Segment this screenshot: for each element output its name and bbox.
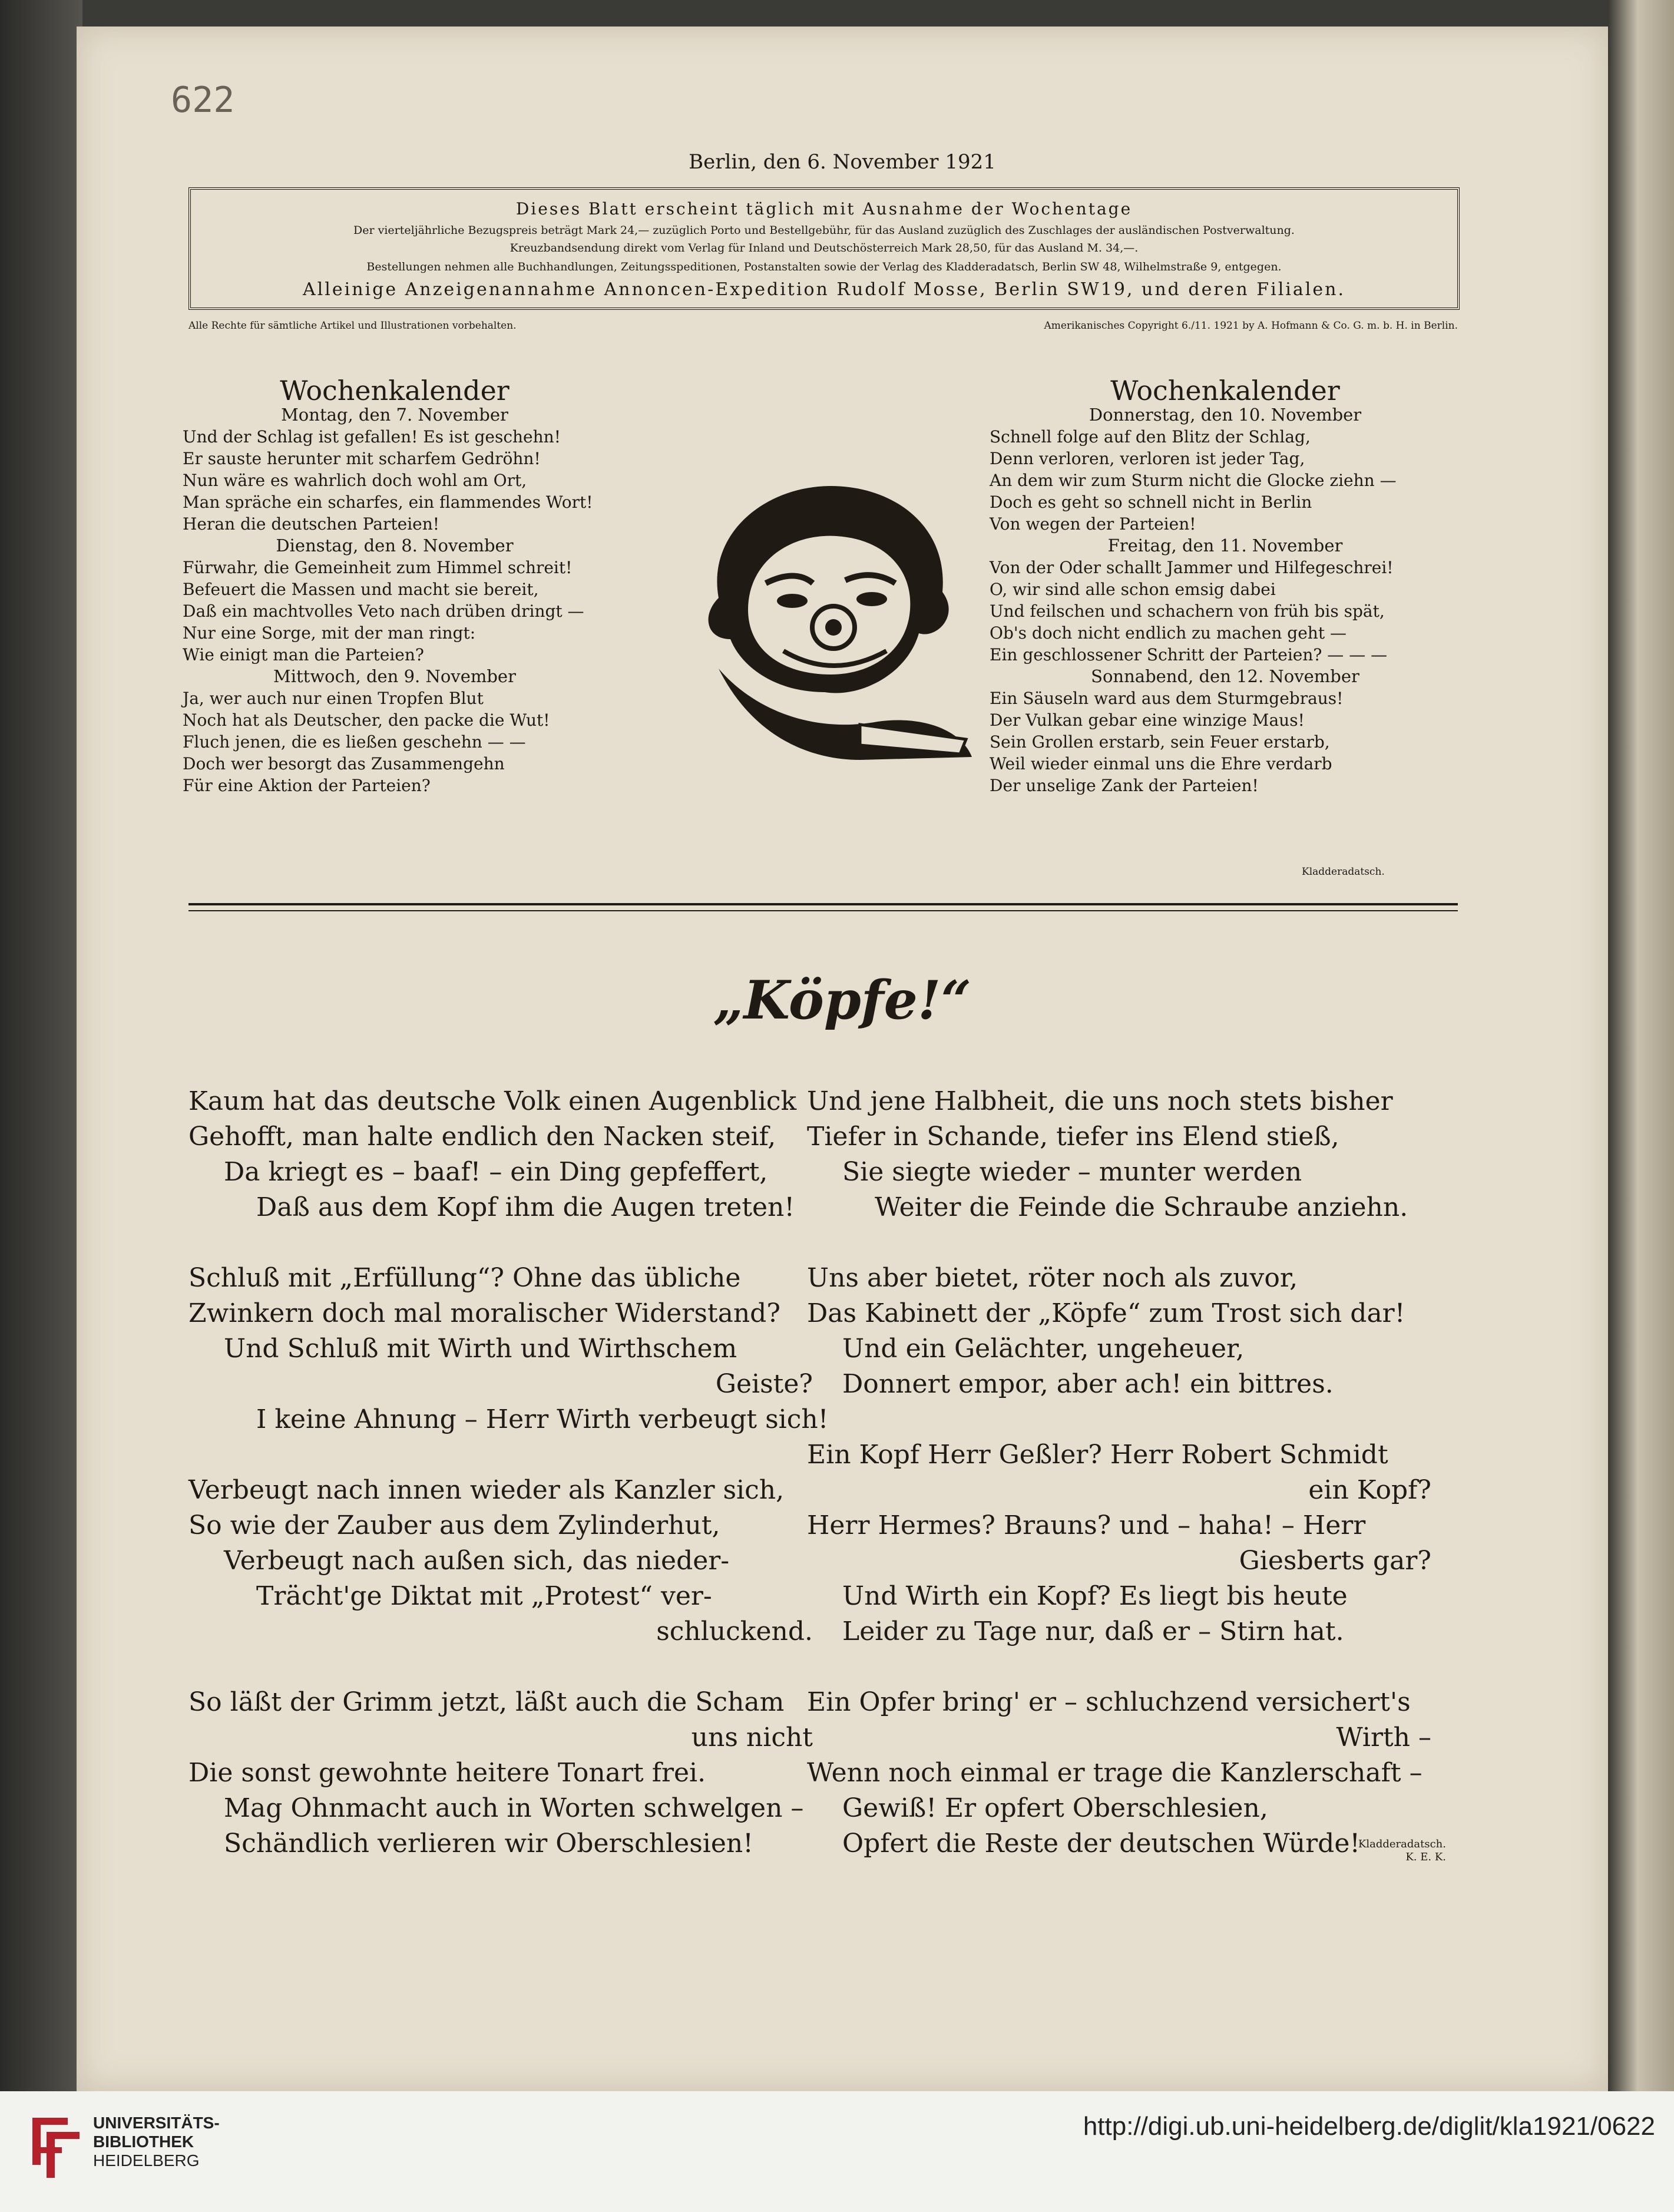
verse-line: Für eine Aktion der Parteien? [183, 776, 431, 795]
calendar-title: Wochenkalender [280, 375, 510, 406]
signature-line: Kladderadatsch. [1358, 1838, 1446, 1850]
verse-line: Er sauste herunter mit scharfem Gedröhn! [183, 449, 541, 468]
library-name [93, 2114, 220, 2170]
poem-line: Verbeugt nach außen sich, das nieder- [224, 1546, 730, 1576]
poem-line: So wie der Zauber aus dem Zylinderhut, [188, 1510, 720, 1540]
calendar-day: Donnerstag, den 10. November [1089, 405, 1362, 425]
poem-line: Donnert empor, aber ach! ein bittres. [842, 1369, 1334, 1399]
poem-signature [1305, 1838, 1446, 1864]
poem-line: Tiefer in Schande, tiefer ins Elend stieß, [807, 1122, 1339, 1152]
poem-line: Das Kabinett der „Köpfe“ zum Trost sich dar! [807, 1298, 1405, 1328]
calendar-left [183, 375, 607, 796]
poem-line: I keine Ahnung – Herr Wirth verbeugt sich! [256, 1404, 829, 1434]
calendar-day: Sonnabend, den 12. November [1091, 666, 1359, 686]
verse-line: Und der Schlag ist gefallen! Es ist geschehn! [183, 427, 561, 447]
poem-line: Wenn noch einmal er trage die Kanzlerschaft – [807, 1758, 1422, 1788]
poem-line: Und Schluß mit Wirth und Wirthschem [224, 1334, 737, 1364]
calendar-title: Wochenkalender [1110, 375, 1340, 406]
poem-line: Trächt'ge Diktat mit „Protest“ ver- [256, 1581, 712, 1611]
library-name-line: HEIDELBERG [93, 2151, 200, 2170]
verse-line: Und feilschen und schachern von früh bis spät, [990, 601, 1385, 621]
verse-line: Befeuert die Massen und macht sie bereit, [183, 580, 539, 599]
signature-line: K. E. K. [1405, 1851, 1446, 1863]
poem-line: Die sonst gewohnte heitere Tonart frei. [188, 1758, 706, 1788]
calendar-day: Freitag, den 11. November [1107, 535, 1343, 556]
verse-line: Man spräche ein scharfes, ein flammendes Wort! [183, 492, 593, 512]
verse-line: Wie einigt man die Parteien? [183, 645, 424, 664]
info-line: Der vierteljährliche Bezugspreis beträgt Mark 24,— zuzüglich Porto und Bestellgebühr, für das Ausland zuzüglich des Zuschlages der ausländischen Postverwaltung. [353, 224, 1295, 237]
verse-line: Daß ein machtvolles Veto nach drüben dringt — [183, 601, 584, 621]
verse-line: An dem wir zum Sturm nicht die Glocke ziehn — [990, 471, 1397, 490]
verse-line: Schnell folge auf den Blitz der Schlag, [990, 427, 1311, 447]
calendar-day: Montag, den 7. November [281, 405, 508, 425]
poem-line: schluckend. [656, 1616, 813, 1646]
library-footer [0, 2091, 1674, 2212]
poem-line: Verbeugt nach innen wieder als Kanzler sich, [188, 1475, 785, 1505]
poem-line: Kaum hat das deutsche Volk einen Augenblick [188, 1086, 797, 1116]
verse-line: Weil wieder einmal uns die Ehre verdarb [990, 754, 1332, 773]
divider-rule [188, 903, 1458, 905]
divider-rule [188, 910, 1458, 911]
caricature-illustration [683, 462, 978, 769]
poem-line: Leider zu Tage nur, daß er – Stirn hat. [842, 1616, 1344, 1646]
poem-line: Da kriegt es – baaf! – ein Ding gepfeffert, [224, 1157, 768, 1187]
poem-line: Uns aber bietet, röter noch als zuvor, [807, 1263, 1298, 1293]
verse-line: Fürwahr, die Gemeinheit zum Himmel schreit! [183, 558, 573, 577]
poem-line: Giesberts gar? [1239, 1546, 1431, 1576]
info-title: Dieses Blatt erscheint täglich mit Ausnahme der Wochentage [515, 199, 1133, 219]
calendar-signature: Kladderadatsch. [1302, 866, 1385, 878]
poem-line: Geiste? [715, 1369, 813, 1399]
library-logo-icon [21, 2106, 85, 2183]
poem-line: Schluß mit „Erfüllung“? Ohne das übliche [188, 1263, 741, 1293]
poem-line: Daß aus dem Kopf ihm die Augen treten! [256, 1192, 795, 1222]
verse-line: Der unselige Zank der Parteien! [990, 776, 1259, 795]
page-gutter [0, 0, 82, 2091]
poem-line: Gehofft, man halte endlich den Nacken steif, [188, 1122, 776, 1152]
poem-line: Und jene Halbheit, die uns noch stets bisher [807, 1086, 1393, 1116]
poem-line: Mag Ohnmacht auch in Worten schwelgen – [224, 1793, 804, 1823]
verse-line: Fluch jenen, die es ließen geschehn — — [183, 732, 526, 752]
verse-line: Von der Oder schallt Jammer und Hilfegeschrei! [990, 558, 1394, 577]
calendar-day: Mittwoch, den 9. November [273, 666, 516, 686]
poem-line: Und ein Gelächter, ungeheuer, [842, 1334, 1245, 1364]
poem-column-left [188, 1084, 866, 1861]
verse-line: Doch wer besorgt das Zusammengehn [183, 754, 505, 773]
poem-line: Ein Kopf Herr Geßler? Herr Robert Schmidt [807, 1440, 1388, 1470]
verse-line: Heran die deutschen Parteien! [183, 514, 440, 534]
newspaper-page [77, 27, 1608, 2091]
verse-line: Sein Grollen erstarb, sein Feuer erstarb, [990, 732, 1330, 752]
poem-line: Und Wirth ein Kopf? Es liegt bis heute [842, 1581, 1348, 1611]
poem-line: So läßt der Grimm jetzt, läßt auch die Scham [188, 1687, 785, 1717]
info-line: Kreuzbandsendung direkt vom Verlag für Inland und Deutschösterreich Mark 28,50, für das Ausland M. 34,—. [510, 242, 1139, 254]
rights-notice: Alle Rechte für sämtliche Artikel und Illustrationen vorbehalten. [188, 320, 517, 332]
calendar-day: Dienstag, den 8. November [276, 535, 514, 556]
poem-column-right [807, 1084, 1484, 1861]
verse-line: Von wegen der Parteien! [990, 514, 1196, 534]
library-name-line: BIBLIOTHEK [93, 2132, 194, 2151]
info-ads: Alleinige Anzeigenannahme Annoncen-Expedition Rudolf Mosse, Berlin SW19, und deren Filialen. [303, 279, 1345, 300]
copyright-notice: Amerikanisches Copyright 6./11. 1921 by A. Hofmann & Co. G. m. b. H. in Berlin. [1044, 320, 1458, 332]
poem-title: „Köpfe!“ [713, 969, 972, 1031]
poem-line: Sie siegte wieder – munter werden [842, 1157, 1302, 1187]
permalink-url[interactable]: http://digi.ub.uni-heidelberg.de/diglit/kla1921/0622 [1083, 2112, 1655, 2141]
library-name-line: UNIVERSITÄTS- [93, 2114, 220, 2132]
verse-line: Ein Säuseln ward aus dem Sturmgebraus! [990, 689, 1344, 708]
poem-line: uns nicht [691, 1722, 813, 1753]
verse-line: Doch es geht so schnell nicht in Berlin [990, 492, 1312, 512]
poem-line: Zwinkern doch mal moralischer Widerstand? [188, 1298, 780, 1328]
folio-note: 622 [171, 80, 235, 121]
dateline: Berlin, den 6. November 1921 [689, 150, 996, 174]
poem-line: Wirth – [1336, 1722, 1431, 1753]
verse-line: Der Vulkan gebar eine winzige Maus! [990, 710, 1305, 730]
poem-line: Herr Hermes? Brauns? und – haha! – Herr [807, 1510, 1366, 1540]
verse-line: O, wir sind alle schon emsig dabei [990, 580, 1276, 599]
poem-line: Ein Opfer bring' er – schluchzend versichert's [807, 1687, 1411, 1717]
poem-line: Gewiß! Er opfert Oberschlesien, [842, 1793, 1268, 1823]
poem-line: Weiter die Feinde die Schraube anziehn. [875, 1192, 1408, 1222]
verse-line: Ein geschlossener Schritt der Parteien? — — — [990, 645, 1388, 664]
facing-page-edge [1608, 0, 1674, 2091]
verse-line: Ob's doch nicht endlich zu machen geht — [990, 623, 1347, 643]
verse-line: Nur eine Sorge, mit der man ringt: [183, 623, 476, 643]
verse-line: Noch hat als Deutscher, den packe die Wut! [183, 710, 550, 730]
verse-line: Nun wäre es wahrlich doch wohl am Ort, [183, 471, 527, 490]
info-line: Bestellungen nehmen alle Buchhandlungen, Zeitungsspeditionen, Postanstalten sowie der Verlag des Kladderadatsch, Berlin SW 48, Wilhelmstraße 9, entgegen. [366, 260, 1282, 273]
verse-line: Denn verloren, verloren ist jeder Tag, [990, 449, 1305, 468]
calendar-right [990, 375, 1461, 796]
verse-line: Ja, wer auch nur einen Tropfen Blut [183, 689, 484, 708]
poem-line: ein Kopf? [1308, 1475, 1431, 1505]
poem-line: Schändlich verlieren wir Oberschlesien! [224, 1829, 753, 1859]
subscription-info-box [188, 187, 1460, 310]
poem-line: Opfert die Reste der deutschen Würde! [842, 1829, 1361, 1859]
